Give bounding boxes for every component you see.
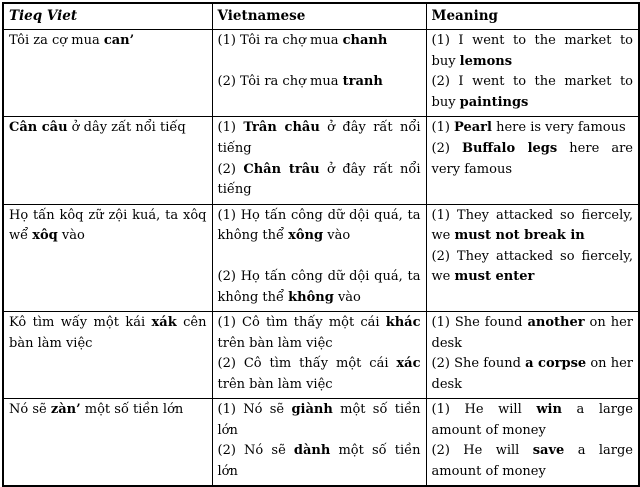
cell-line: Cân câu ở dây zất nổi tiếq	[9, 120, 186, 136]
cell-line: (2) Buffalo legs here are very famous	[431, 140, 633, 177]
table-row	[3, 312, 639, 399]
cell-line: (1) Nó sẽ giành một số tiền lớn	[217, 402, 421, 438]
header-row	[3, 3, 639, 30]
cell-line: Họ tấn kôq zữ zội kuá, ta xôq wể xôq vào	[9, 207, 207, 244]
table-cell	[212, 204, 426, 312]
cell-line: (1) I went to the market to buy lemons	[431, 33, 633, 69]
cell-line: (2) I went to the market to buy paintings	[431, 74, 633, 110]
cell-line: Kô tìm wấy một kái xák cên bàn làm việc	[9, 315, 207, 351]
cell-line: (2) Cô tìm thấy một cái xác trên bàn làm việc	[217, 356, 421, 392]
cell-line: (2) Nó sẽ dành một số tiền lớn	[217, 443, 421, 479]
table-cell	[426, 30, 639, 117]
cell-line: (1) Tôi ra chợ mua chanh	[217, 33, 388, 49]
table-cell	[3, 204, 212, 312]
cell-line	[218, 52, 421, 73]
table-cell	[426, 312, 639, 399]
cell-line: (2) They attacked so fiercely, we must enter	[431, 248, 633, 285]
table-row	[3, 30, 639, 117]
table-cell	[212, 399, 426, 487]
table-cell	[212, 30, 426, 117]
cell-line: (2) Tôi ra chợ mua tranh	[217, 74, 383, 90]
table-row	[3, 204, 639, 312]
cell-line: (1) They attacked so fiercely, we must not break in	[431, 207, 633, 244]
table-cell	[212, 312, 426, 399]
table-row	[3, 399, 639, 487]
table-row	[3, 117, 639, 204]
cell-line: (1) Cô tìm thấy một cái khác trên bàn làm việc	[217, 315, 421, 351]
table-cell	[426, 204, 639, 312]
table-body	[3, 30, 639, 487]
cell-line: (1) He will win a large amount of money	[431, 402, 633, 438]
table-cell	[426, 399, 639, 487]
cell-line: (1) She found another on her desk	[431, 315, 633, 351]
cell-line: Nó sẽ zàn’ một số tiền lớn	[9, 402, 184, 418]
table-cell	[3, 117, 212, 204]
table-cell	[212, 117, 426, 204]
cell-line: (1) Pearl here is very famous	[431, 120, 626, 136]
cell-line: (2) She found a corpse on her desk	[431, 356, 633, 392]
cell-line: (1) Trân châu ở đây rất nổi tiếng	[217, 120, 421, 156]
column-header-vietnamese: Vietnamese	[212, 3, 426, 30]
table-cell	[3, 312, 212, 399]
cell-line: (2) He will save a large amount of money	[431, 443, 633, 479]
cell-line	[218, 247, 421, 268]
comparison-table	[2, 2, 640, 487]
cell-line: (2) Họ tấn công dữ dội quá, ta không thể không vào	[217, 269, 421, 305]
column-header-meaning: Meaning	[426, 3, 639, 30]
cell-line: (1) Họ tấn công dữ dội quá, ta không thể xông vào	[217, 207, 421, 244]
table-cell	[3, 30, 212, 117]
cell-line: Tôi za cợ mua can’	[9, 33, 135, 49]
table-cell	[3, 399, 212, 487]
column-header-tieq-viet: Tieq Viet	[3, 3, 212, 30]
cell-line: (2) Chân trâu ở đây rất nổi tiếng	[217, 161, 421, 198]
table-cell	[426, 117, 639, 204]
